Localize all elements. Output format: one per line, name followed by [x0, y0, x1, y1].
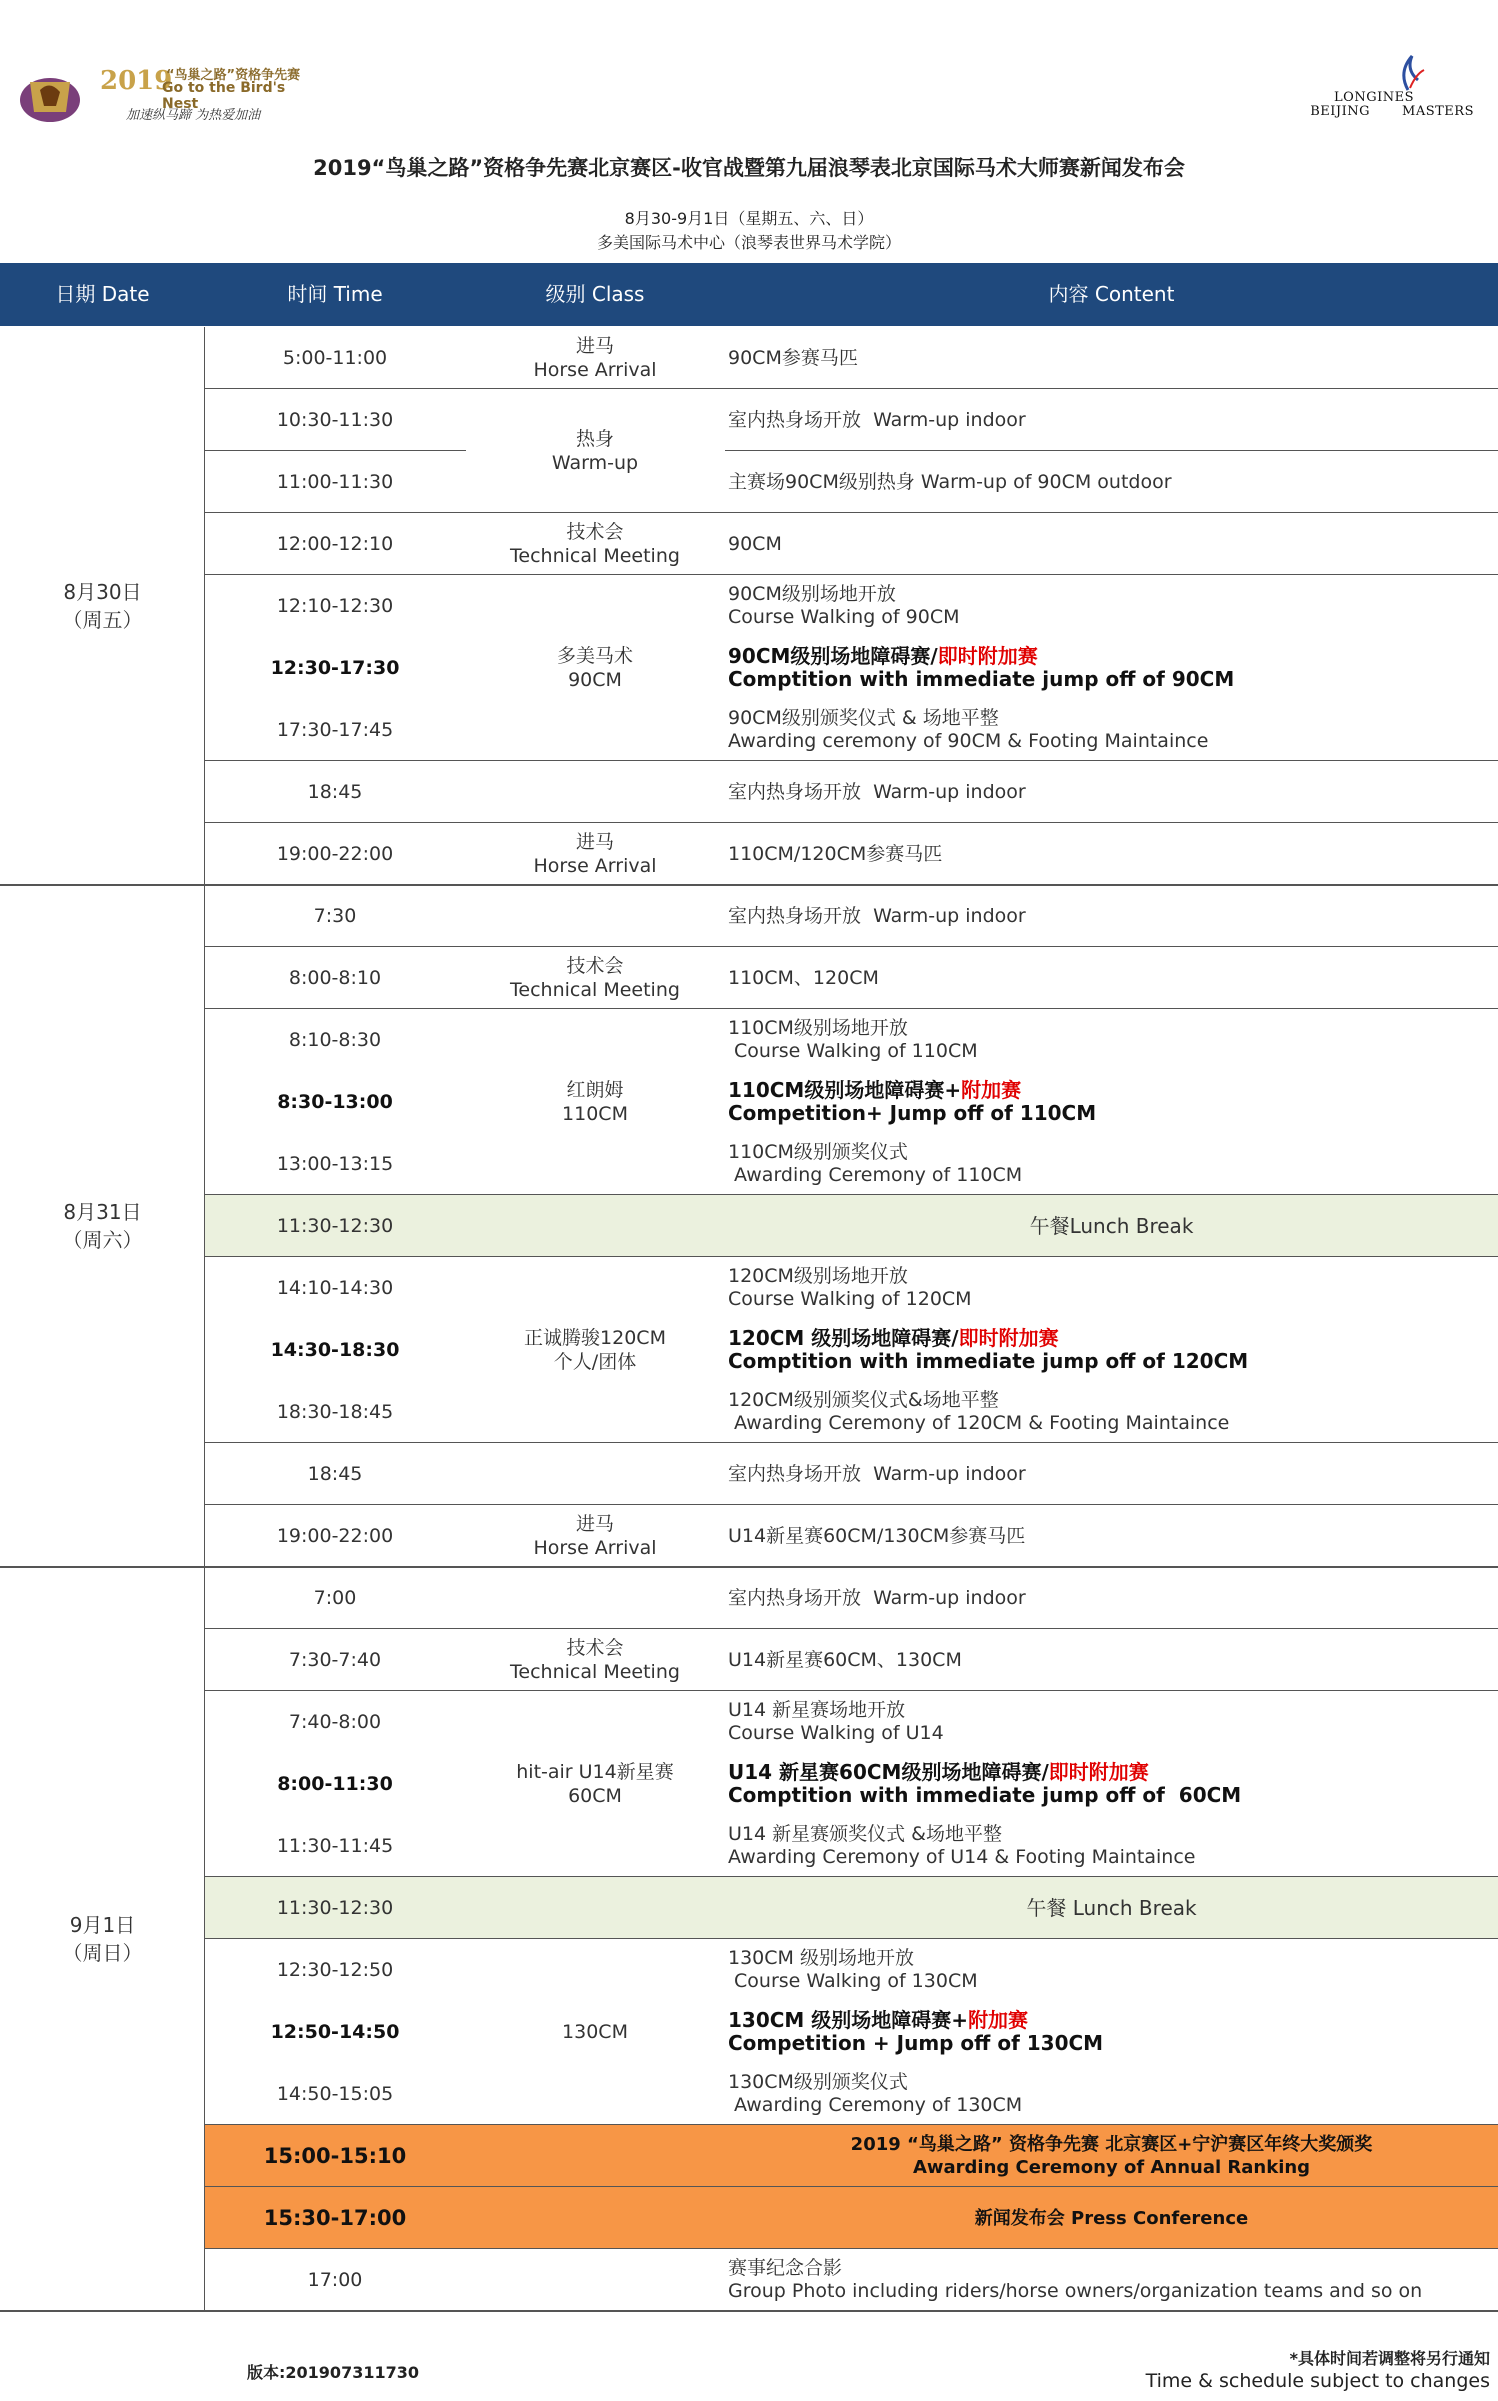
ceremony-label: 新闻发布会 Press Conference [974, 2207, 1249, 2229]
band-content [725, 2187, 1498, 2249]
content-line: 90CM [728, 532, 782, 555]
class-label: 红朗姆 [566, 1079, 624, 1101]
change-note-cn: *具体时间若调整将另行通知 [1289, 2349, 1490, 2368]
time-cell: 17:00 [307, 2269, 363, 2291]
time-cell: 12:10-12:30 [276, 595, 394, 617]
time-cell: 10:30-11:30 [276, 409, 394, 431]
band-content [725, 1877, 1498, 1939]
content-line: 130CM级别颁奖仪式 [728, 2071, 908, 2093]
class-cell [465, 389, 725, 513]
class-label: 技术会 [566, 1637, 624, 1659]
date-cell [0, 885, 205, 1567]
column-date: 日期 Date [55, 282, 150, 306]
content-cell [728, 1133, 1495, 1195]
time-cell: 8:00-11:30 [277, 1773, 393, 1795]
date-cell [0, 327, 205, 885]
content-cell [728, 2001, 1495, 2063]
class-cell [465, 947, 725, 1009]
content-line: Group Photo including riders/horse owners/organization teams and so on [728, 2280, 1423, 2302]
content-cell [728, 1505, 1495, 1567]
divider [205, 2248, 1498, 2249]
date-label: 8月31日 [63, 1200, 142, 1224]
content-cell [728, 1567, 1495, 1629]
time-cell: 8:30-13:00 [277, 1091, 393, 1113]
content-cell [728, 1381, 1495, 1443]
divider [205, 2186, 1498, 2187]
time-cell: 18:45 [307, 781, 363, 803]
class-label: Horse Arrival [533, 359, 657, 381]
lunch-break-label: 午餐 Lunch Break [1026, 1895, 1197, 1920]
content-title [728, 1327, 1495, 1350]
class-label: Horse Arrival [533, 1537, 657, 1559]
divider [205, 1442, 1498, 1443]
content-line: 90CM参赛马匹 [728, 346, 858, 369]
content-line: 室内热身场开放 Warm-up indoor [728, 1586, 1026, 1609]
content-line: Course Walking of 120CM [728, 1288, 972, 1310]
time-cell: 14:10-14:30 [276, 1277, 394, 1299]
class-cell [465, 1939, 725, 2125]
version-label: 版本:201907311730 [247, 2363, 419, 2382]
jump-off-highlight: 即时附加赛 [958, 1326, 1059, 1350]
content-line: Comptition with immediate jump off of 60CM [728, 1783, 1242, 1807]
time-cell: 19:00-22:00 [276, 843, 394, 865]
date-cell [0, 1567, 205, 2311]
time-cell: 12:30-12:50 [276, 1959, 394, 1981]
class-cell [465, 513, 725, 575]
date-label: 8月30日 [63, 580, 142, 604]
time-cell: 14:50-15:05 [276, 2083, 394, 2105]
class-label: 进马 [575, 1513, 614, 1535]
class-label: 130CM [562, 2021, 628, 2043]
content-line: 室内热身场开放 Warm-up indoor [728, 1462, 1026, 1485]
time-cell: 12:00-12:10 [276, 533, 394, 555]
time-cell: 7:30 [313, 905, 357, 927]
content-title-cn: 90CM级别场地障碍赛/ [728, 644, 938, 668]
divider [204, 327, 205, 2311]
class-cell [465, 1257, 725, 1443]
content-title [728, 2009, 1495, 2032]
content-line: 110CM/120CM参赛马匹 [728, 842, 943, 865]
date-label: （周六） [62, 1228, 143, 1252]
content-cell [728, 1939, 1495, 2001]
content-line: U14 新星赛颁奖仪式 &场地平整 [728, 1823, 1002, 1845]
content-line: Awarding ceremony of 90CM & Footing Maintaince [728, 730, 1209, 752]
logo-title-en: Go to the Bird's Nest [162, 80, 286, 112]
content-title [728, 1761, 1495, 1784]
class-label: 多美马术 [556, 645, 633, 667]
event-dates: 8月30-9月1日（星期五、六、日） [624, 209, 874, 228]
time-cell: 15:30-17:00 [263, 2206, 407, 2230]
class-cell [465, 823, 725, 885]
content-line: 赛事纪念合影 [728, 2257, 843, 2279]
brand-line2: BEIJING [1310, 104, 1370, 119]
content-cell [728, 761, 1495, 823]
brand-line3: MASTERS [1402, 104, 1474, 119]
column-content: 内容 Content [1048, 282, 1175, 306]
time-cell: 18:45 [307, 1463, 363, 1485]
content-cell [728, 1071, 1495, 1133]
bird-emblem-icon [1388, 52, 1428, 92]
divider [0, 1566, 1498, 1568]
content-line: Course Walking of 110CM [728, 1040, 978, 1062]
divider [0, 2310, 1498, 2312]
change-note-en: Time & schedule subject to changes [1145, 2370, 1490, 2392]
content-line: Comptition with immediate jump off of 90CM [728, 667, 1235, 691]
class-cell [465, 1009, 725, 1195]
date-label: （周日） [62, 1941, 143, 1965]
divider [205, 450, 466, 451]
time-cell: 7:40-8:00 [288, 1711, 382, 1733]
jump-off-highlight: 附加赛 [961, 1078, 1022, 1102]
table-header [0, 263, 1498, 326]
jump-off-highlight: 附加赛 [968, 2008, 1029, 2032]
content-line: 90CM级别场地开放 [728, 583, 896, 605]
jump-off-highlight: 即时附加赛 [937, 644, 1038, 668]
content-line: 室内热身场开放 Warm-up indoor [728, 904, 1026, 927]
content-title-cn: 130CM 级别场地障碍赛+ [728, 2008, 969, 2032]
class-label: Horse Arrival [533, 855, 657, 877]
content-cell [728, 513, 1495, 575]
time-cell: 12:50-14:50 [270, 2021, 400, 2043]
divider [205, 1504, 1498, 1505]
divider [205, 1938, 1498, 1939]
content-line: Course Walking of 90CM [728, 606, 960, 628]
time-cell: 15:00-15:10 [263, 2144, 407, 2168]
time-cell: 11:30-12:30 [276, 1897, 394, 1919]
divider [205, 512, 1498, 513]
class-label: 个人/团体 [553, 1351, 637, 1373]
content-line: Awarding Ceremony of 110CM [728, 1164, 1023, 1186]
content-cell [728, 1319, 1495, 1381]
content-line: 室内热身场开放 Warm-up indoor [728, 408, 1026, 431]
content-line: Awarding Ceremony of 130CM [728, 2094, 1023, 2116]
class-label: Technical Meeting [510, 979, 680, 1001]
content-line: 主赛场90CM级别热身 Warm-up of 90CM outdoor [728, 470, 1172, 493]
class-label: 进马 [575, 831, 614, 853]
content-line: U14新星赛60CM、130CM [728, 1648, 962, 1671]
content-line: 110CM、120CM [728, 966, 879, 989]
content-line: Course Walking of U14 [728, 1722, 944, 1744]
divider [205, 1256, 1498, 1257]
divider [205, 946, 1498, 947]
class-cell [465, 575, 725, 761]
class-label: Warm-up [551, 452, 639, 474]
content-cell [728, 2063, 1495, 2125]
content-line: Course Walking of 130CM [728, 1970, 978, 1992]
content-cell [728, 1629, 1495, 1691]
lunch-break-label: 午餐Lunch Break [1029, 1213, 1194, 1238]
content-cell [728, 1691, 1495, 1753]
divider [205, 388, 1498, 389]
divider [205, 574, 1498, 575]
logo-slogan: 加速纵马蹄 为热爱加油 [126, 108, 261, 123]
class-label: 进马 [575, 335, 614, 357]
time-cell: 12:30-17:30 [270, 657, 400, 679]
content-line: 110CM级别颁奖仪式 [728, 1141, 908, 1163]
class-label: 技术会 [566, 521, 624, 543]
band-content [725, 1195, 1498, 1257]
content-cell [728, 1815, 1495, 1877]
time-cell: 11:30-12:30 [276, 1215, 394, 1237]
time-cell: 13:00-13:15 [276, 1153, 394, 1175]
ceremony-label: Awarding Ceremony of Annual Ranking [912, 2157, 1311, 2178]
content-title-cn: 120CM 级别场地障碍赛/ [728, 1326, 959, 1350]
band-content [725, 2125, 1498, 2187]
divider [0, 884, 1498, 886]
time-cell: 5:00-11:00 [282, 347, 388, 369]
divider [205, 1628, 1498, 1629]
time-cell: 11:00-11:30 [276, 471, 394, 493]
class-label: 90CM [568, 669, 622, 691]
date-label: 9月1日 [69, 1913, 136, 1937]
content-line: 室内热身场开放 Warm-up indoor [728, 780, 1026, 803]
class-label: 技术会 [566, 955, 624, 977]
time-cell: 11:30-11:45 [276, 1835, 394, 1857]
content-title [728, 645, 1495, 668]
divider [205, 1008, 1498, 1009]
time-cell: 8:10-8:30 [288, 1029, 382, 1051]
column-time: 时间 Time [287, 282, 383, 306]
content-cell [728, 1257, 1495, 1319]
content-cell [728, 327, 1495, 389]
class-cell [465, 327, 725, 389]
content-line: Comptition with immediate jump off of 120CM [728, 1349, 1249, 1373]
class-label: Technical Meeting [510, 1661, 680, 1683]
event-venue: 多美国际马术中心（浪琴表世界马术学院） [596, 233, 901, 252]
content-line: 110CM级别场地开放 [728, 1017, 908, 1039]
logo-title-cn: “鸟巢之路”资格争先赛 [166, 68, 301, 83]
content-cell [728, 1753, 1495, 1815]
lunch-break-row [205, 1195, 1498, 1257]
content-line: Competition + Jump off of 130CM [728, 2031, 1104, 2055]
ceremony-row [205, 2125, 1498, 2187]
time-cell: 7:00 [313, 1587, 357, 1609]
content-line: 120CM级别颁奖仪式&场地平整 [728, 1389, 999, 1411]
class-label: 60CM [568, 1785, 622, 1807]
content-line: U14新星赛60CM/130CM参赛马匹 [728, 1524, 1026, 1547]
content-line: 130CM 级别场地开放 [728, 1947, 914, 1969]
content-line: Awarding Ceremony of U14 & Footing Maintaince [728, 1846, 1196, 1868]
divider [205, 1690, 1498, 1691]
content-cell [728, 699, 1495, 761]
class-label: 正诚腾骏120CM [524, 1327, 666, 1349]
time-cell: 19:00-22:00 [276, 1525, 394, 1547]
content-line: U14 新星赛场地开放 [728, 1699, 906, 1721]
logo-year: 2019 [100, 66, 173, 96]
lunch-break-row [205, 1877, 1498, 1939]
jump-off-highlight: 即时附加赛 [1048, 1760, 1149, 1784]
class-label: 110CM [562, 1103, 628, 1125]
time-cell: 8:00-8:10 [288, 967, 382, 989]
content-title-cn: U14 新星赛60CM级别场地障碍赛/ [728, 1760, 1049, 1784]
content-line: Competition+ Jump off of 110CM [728, 1101, 1097, 1125]
class-label: 热身 [575, 428, 614, 450]
content-cell [728, 575, 1495, 637]
content-line: 90CM级别颁奖仪式 & 场地平整 [728, 707, 999, 729]
page-title: 2019“鸟巢之路”资格争先赛北京赛区-收官战暨第九届浪琴表北京国际马术大师赛新闻发布会 [313, 156, 1185, 180]
content-line: 120CM级别场地开放 [728, 1265, 908, 1287]
content-title-cn: 110CM级别场地障碍赛+ [728, 1078, 962, 1102]
content-cell [728, 389, 1495, 451]
brand-line1: LONGINES [1334, 90, 1414, 105]
divider [725, 450, 1498, 451]
content-cell [728, 885, 1495, 947]
content-line: Awarding Ceremony of 120CM & Footing Maintaince [728, 1412, 1230, 1434]
class-label: hit-air U14新星赛 [516, 1761, 674, 1783]
content-cell [728, 637, 1495, 699]
divider [205, 2124, 1498, 2125]
date-label: （周五） [62, 608, 143, 632]
class-cell [465, 1691, 725, 1877]
content-cell [728, 947, 1495, 1009]
event-logo [16, 60, 316, 130]
content-cell [728, 2249, 1495, 2311]
content-cell [728, 1443, 1495, 1505]
time-cell: 7:30-7:40 [288, 1649, 382, 1671]
column-class: 级别 Class [545, 282, 645, 306]
content-title [728, 1079, 1495, 1102]
class-cell [465, 1629, 725, 1691]
divider [205, 1876, 1498, 1877]
class-cell [465, 1505, 725, 1567]
content-cell [728, 451, 1495, 513]
class-label: Technical Meeting [510, 545, 680, 567]
content-cell [728, 1009, 1495, 1071]
divider [205, 760, 1498, 761]
divider [205, 1194, 1498, 1195]
ceremony-row [205, 2187, 1498, 2249]
time-cell: 18:30-18:45 [276, 1401, 394, 1423]
ceremony-label: 2019 “鸟巢之路” 资格争先赛 北京赛区+宁沪赛区年终大奖颁奖 [850, 2134, 1373, 2155]
time-cell: 14:30-18:30 [270, 1339, 400, 1361]
content-cell [728, 823, 1495, 885]
time-cell: 17:30-17:45 [276, 719, 394, 741]
divider [205, 822, 1498, 823]
longines-logo [1294, 52, 1474, 124]
